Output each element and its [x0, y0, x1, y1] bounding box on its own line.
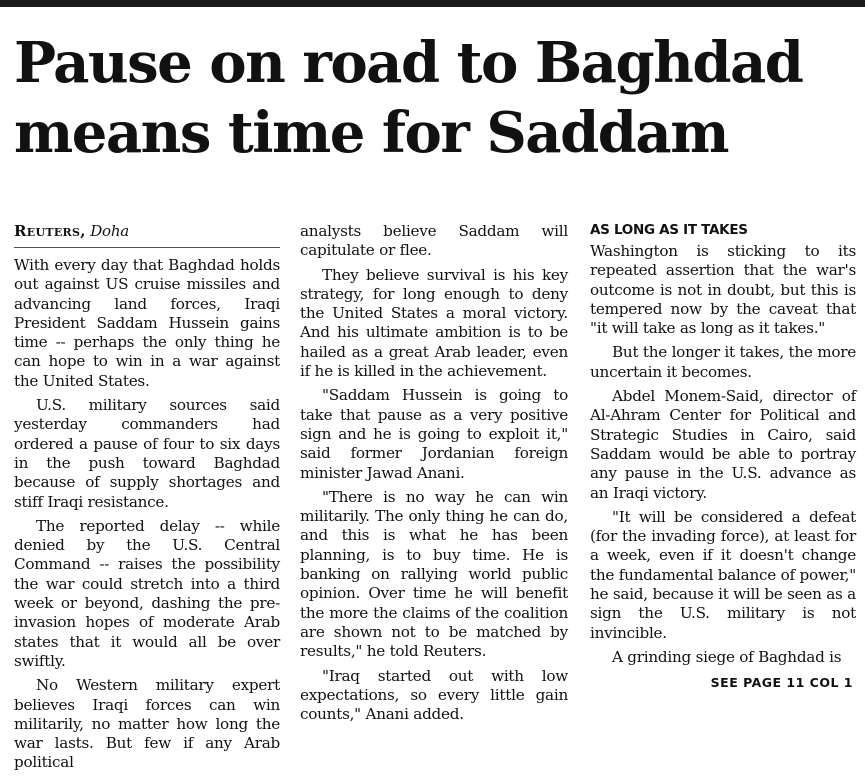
paragraph: But the longer it takes, the more uncertain it becomes. — [590, 343, 856, 381]
top-rule — [0, 0, 865, 7]
paragraph: analysts believe Saddam will capitulate or flee. — [300, 222, 568, 260]
paragraph: U.S. military sources said yesterday commanders had ordered a pause of four to six days in the push toward Baghdad because of supply shortages and stiff Iraqi resistance. — [14, 396, 280, 511]
headline-line-1: Pause on road to Baghdad — [14, 30, 803, 96]
article-column-2 — [300, 222, 568, 729]
paragraph: Washington is sticking to its repeated assertion that the war's outcome is not in doubt, but this is tempered now by the caveat that "it will take as long as it takes." — [590, 242, 856, 338]
paragraph: "Iraq started out with low expectations, so every little gain counts," Anani added. — [300, 666, 568, 724]
paragraph: "Saddam Hussein is going to take that pause as a very positive sign and he is going to exploit it," said former Jordanian foreign minister Jawad Anani. — [300, 386, 568, 482]
paragraph: They believe survival is his key strategy, for long enough to deny the United States a moral victory. And his ultimate ambition is to be hailed as a great Arab leader, even if he is killed in the achievement. — [300, 265, 568, 381]
subhead: AS LONG AS IT TAKES — [590, 222, 748, 238]
headline — [14, 28, 859, 168]
paragraph: Abdel Monem-Said, director of Al-Ahram Center for Political and Strategic Studies in Cairo, said Saddam would be able to portray any pause in the U.S. advance as an Iraqi victory. — [590, 387, 856, 502]
paragraph: A grinding siege of Baghdad is — [612, 647, 842, 666]
paragraph: No Western military expert believes Iraqi forces can win militarily, no matter how long the war lasts. But few if any Arab political — [14, 676, 280, 772]
paragraph: With every day that Baghdad holds out against US cruise missiles and advancing land forces, Iraqi President Saddam Hussein gains time -- perhaps the only thing he can hope to win in a war against the United States. — [14, 256, 280, 390]
byline-place: Doha — [90, 222, 129, 240]
continuation-jump: SEE PAGE 11 COL 1 — [710, 675, 853, 690]
paragraph: The reported delay -- while denied by the U.S. Central Command -- raises the possibility the war could stretch into a third week or beyond, dashing the pre-invasion hopes of moderate Arab states that it would all be over swiftly. — [14, 516, 280, 670]
byline-agency: Reuters, — [14, 222, 86, 240]
byline — [14, 222, 280, 248]
article-column-1 — [14, 222, 280, 778]
paragraph: "There is no way he can win militarily. The only thing he can do, and this is what he has been planning, is to buy time. He is banking on rallying world public opinion. Over time he will benefit the more the claims of the coalition are shown not to be matched by results," he told Reuters. — [300, 487, 568, 661]
article-column-3 — [590, 222, 856, 672]
headline-line-2: means time for Saddam — [14, 100, 728, 166]
paragraph: "It will be considered a defeat (for the invading force), at least for a week, even if it doesn't change the fundamental balance of power," he said, because it will be seen as a sign the U.S. military is not invincible. — [590, 507, 856, 642]
